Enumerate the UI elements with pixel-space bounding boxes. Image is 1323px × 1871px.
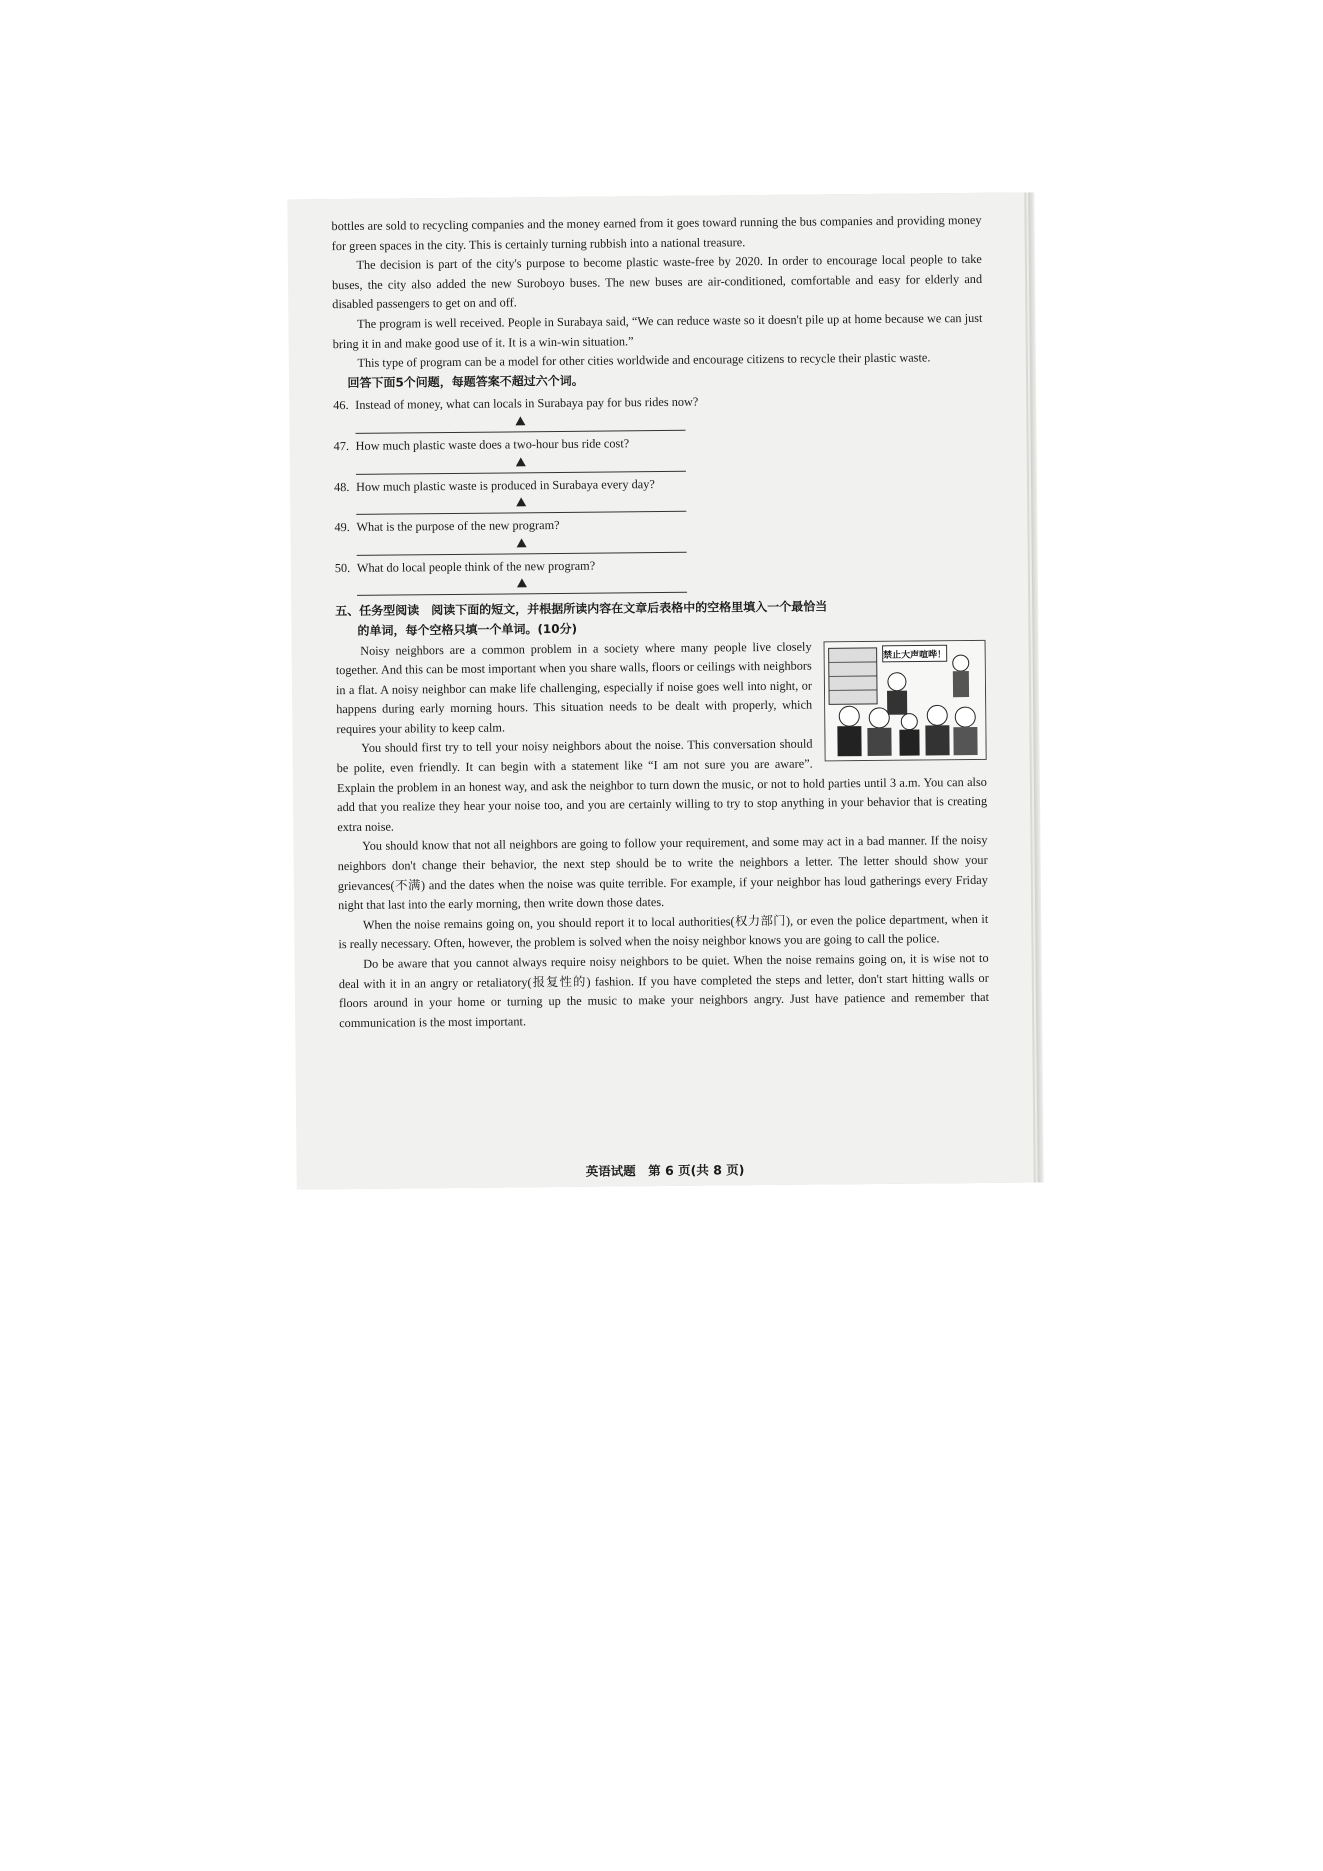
question-number: 46. [333, 398, 349, 413]
question-49 [334, 512, 984, 556]
question-number: 47. [333, 438, 350, 454]
page-content [331, 211, 989, 1034]
question-text: Instead of money, what can locals in Surabaya pay for bus rides now? [355, 394, 699, 413]
section-5-heading [335, 596, 985, 641]
passage-paragraph: You should know that not all neighbors are going to follow your requirement, and some may act in a bad manner. If the noisy neighbors don't change their behavior, the next step should be to write the neighbors a letter. The letter should show your grievances(不满) and the dates when the noise was quite terrible. For example, if your neighbor has loud gatherings every Friday night that last into the early morning, then write down those dates. [337, 833, 988, 913]
answer-blank[interactable] [357, 575, 687, 596]
passage-paragraph: When the noise remains going on, you should report it to local authorities(权力部门), or even the police department, when it is really necessary. Often, however, the problem is solved when the noisy neighbor knows you are going to call the police. [338, 911, 989, 952]
passage-paragraph: bottles are sold to recycling companies and the money earned from it goes toward running the bus companies and providing money for green spaces in the city. This is certainly turning rubbish into a national treasure. [331, 212, 982, 253]
answer-marker-icon [517, 579, 527, 588]
cartoon-sign-text: 禁止大声喧哗！ [883, 649, 947, 661]
questions-instruction: 回答下面5个问题，每题答案不超过六个词。 [347, 373, 584, 390]
answer-blank[interactable] [355, 413, 685, 434]
answer-blank[interactable] [356, 494, 686, 515]
passage-paragraph: The decision is part of the city's purpose to become plastic waste-free by 2020. In order to encourage local people to take buses, the city also added the new Suroboyo buses. The new buses are air-conditioned, comfortable and easy for elderly and disabled passengers to get on and off. [332, 252, 983, 312]
answer-marker-icon [516, 497, 526, 506]
section-5-passage [336, 635, 990, 1033]
answer-marker-icon [516, 457, 526, 466]
passage-paragraph: Do be aware that you cannot always require noisy neighbors to be quiet. When the noise remains going on, it is wise not to deal with it in an angry or retaliatory(报复性的) fashion. If you have completed the steps and letter, don't start hitting walls or floors around in your home or turning up the music to make your neighbors angry. Just have patience and remember that communication is the most important. [338, 950, 990, 1030]
neighbors-cartoon-image [824, 639, 987, 761]
question-46 [333, 390, 983, 434]
question-number: 48. [333, 479, 350, 494]
question-text: How much plastic waste does a two-hour bus ride cost? [355, 436, 630, 453]
question-text: How much plastic waste is produced in Surabaya every day? [355, 476, 655, 494]
passage-paragraph: Noisy neighbors are a common problem in a society where many people live closely together. And this can be most important when you share walls, floors or ceilings with neighbors in a flat. A noisy neighbor can make life challenging, especially if noise goes well into night, or happens during early morning hours. This situation needs to be dealt with properly, which requires your ability to keep calm. [335, 639, 813, 736]
exam-page [287, 192, 1033, 1189]
answer-marker-icon [517, 538, 527, 547]
question-50 [335, 553, 985, 597]
passage-paragraph: You should first try to tell your noisy neighbors about the noise. This conversation should be polite, even friendly. It can begin with a statement like “I am not sure you are aware”. Explain the problem in an honest way, and ask the neighbor to turn down the music, or not to hold parties until 3 a.m. You can also add that you realize they hear your noise too, and you are certainly willing to try to stop anything in your behavior that is creating extra noise. [336, 737, 988, 834]
page-footer: 英语试题 第 6 页(共 8 页) [585, 1162, 745, 1179]
question-number: 49. [334, 520, 350, 535]
passage-paragraph: This type of program can be a model for other cities worldwide and encourage citizens to recycle their plastic waste. [357, 350, 931, 371]
answer-blank[interactable] [356, 453, 686, 474]
question-text: What do local people think of the new program? [356, 558, 596, 575]
section-5-heading-line2: 的单词，每个空格只填一个单词。(10分) [357, 621, 578, 638]
answer-blank[interactable] [357, 534, 687, 555]
question-number: 50. [334, 560, 351, 575]
question-text: What is the purpose of the new program? [356, 518, 560, 535]
passage-paragraph: The program is well received. People in Surabaya said, “We can reduce waste so it doesn't pile up at home because we can just bring it in and make good use of it. It is a win-win situation.” [332, 310, 983, 351]
section-5-heading-line1: 五、任务型阅读 阅读下面的短文，并根据所读内容在文章后表格中的空格里填入一个最恰当 [335, 599, 828, 619]
question-48 [334, 471, 984, 515]
answer-marker-icon [515, 416, 525, 425]
question-47 [334, 431, 984, 475]
